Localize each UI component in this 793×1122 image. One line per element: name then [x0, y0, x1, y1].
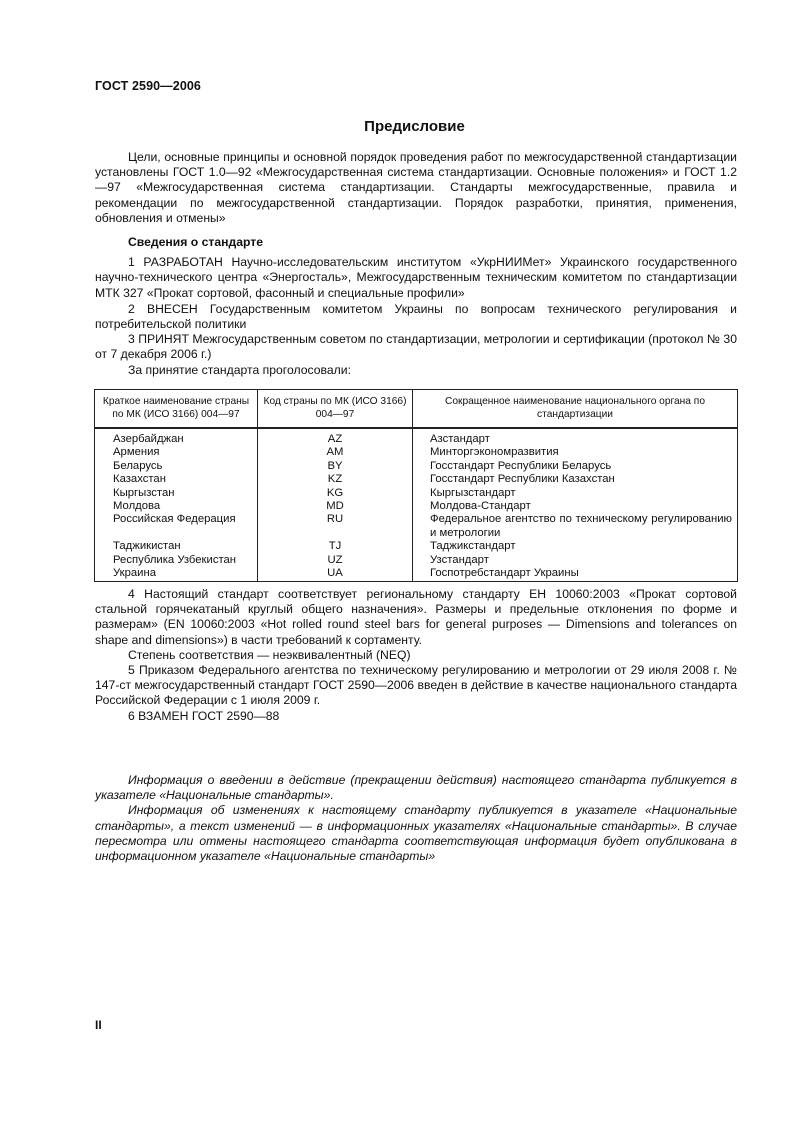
standards-body: Молдова-Стандарт	[413, 500, 738, 513]
note-paragraph: Информация об изменениях к настоящему стандарту публикуется в указателе «Национальные стандарты», а текст изменений — в информационных указателях «Национальные стандарты». В случае пересмотра или отмены настоящего стандарта соответствующая информация будет опубликована в информационном указателе «Национальные стандарты»	[95, 803, 737, 864]
standards-body: Федеральное агентство по техническому регулированию и метрологии	[413, 513, 738, 540]
info-item-5: 5 Приказом Федерального агентства по техническому регулированию и метрологии от 29 июля 2008 г. № 147-ст межгосударственный стандарт ГОСТ 2590—2006 введен в действие в качестве национального стандарта Российской Федерации с 1 июля 2009 г.	[95, 663, 737, 708]
table-row	[95, 554, 738, 567]
section-heading: Сведения о стандарте	[128, 235, 264, 249]
vote-intro: За принятие стандарта проголосовали:	[128, 362, 351, 377]
table-row	[95, 567, 738, 582]
table-header-row	[95, 390, 738, 429]
page-number: II	[95, 1018, 102, 1032]
country-code: KZ	[258, 473, 413, 486]
country-code: UA	[258, 567, 413, 582]
country-name: Кыргызстан	[95, 487, 258, 500]
note-paragraph: Информация о введении в действие (прекращении действия) настоящего стандарта публикуется в указателе «Национальные стандарты».	[95, 773, 737, 803]
standards-body: Азстандарт	[413, 428, 738, 446]
column-header-body: Сокращенное наименование национального органа по стандартизации	[413, 390, 738, 429]
intro-paragraph: Цели, основные принципы и основной порядок проведения работ по межгосударственной стандартизации установлены ГОСТ 1.0—92 «Межгосударственная система стандартизации. Основные положения» и ГОСТ 1.2—97 «Межгосударственная система стандартизации. Стандарты межгосударственные, правила и рекомендации по межгосударственной стандартизации. Порядок разработки, принятия, применения, обновления и отмены»	[95, 150, 737, 225]
country-name: Республика Узбекистан	[95, 554, 258, 567]
table-row	[95, 460, 738, 473]
country-name: Таджикистан	[95, 540, 258, 553]
country-code: AZ	[258, 428, 413, 446]
column-header-code: Код страны по МК (ИСО 3166) 004—97	[258, 390, 413, 429]
standards-body: Минторгэкономразвития	[413, 446, 738, 459]
standards-body: Узстандарт	[413, 554, 738, 567]
country-code: TJ	[258, 540, 413, 553]
table-row	[95, 500, 738, 513]
info-item-6: 6 ВЗАМЕН ГОСТ 2590—88	[128, 708, 280, 723]
country-name: Молдова	[95, 500, 258, 513]
country-code: RU	[258, 513, 413, 540]
country-name: Российская Федерация	[95, 513, 258, 540]
standards-body: Госпотребстандарт Украины	[413, 567, 738, 582]
country-name: Казахстан	[95, 473, 258, 486]
standards-body: Таджикстандарт	[413, 540, 738, 553]
document-code: ГОСТ 2590—2006	[95, 79, 201, 93]
country-code: AM	[258, 446, 413, 459]
table-row	[95, 473, 738, 486]
table-row	[95, 428, 738, 446]
country-code: UZ	[258, 554, 413, 567]
standards-body: Госстандарт Республики Казахстан	[413, 473, 738, 486]
conformity-degree: Степень соответствия — неэквивалентный (NEQ)	[128, 647, 411, 662]
standards-body: Госстандарт Республики Беларусь	[413, 460, 738, 473]
column-header-country: Краткое наименование страны по МК (ИСО 3166) 004—97	[95, 390, 258, 429]
post-table-section	[95, 587, 737, 724]
voting-table	[94, 389, 738, 582]
info-item-4: 4 Настоящий стандарт соответствует региональному стандарту ЕН 10060:2003 «Прокат сортовой стальной горячекатаный круглый общего назначения». Размеры и предельные отклонения по форме и размерам» (EN 10060:2003 «Hot rolled round steel bars for general purposes — Dimensions and tolerances on shape and dimensions») в части требований к сортаменту.	[95, 587, 737, 647]
country-name: Армения	[95, 446, 258, 459]
publication-notes	[95, 773, 737, 864]
country-name: Азербайджан	[95, 428, 258, 446]
intro-section	[95, 150, 737, 226]
country-code: KG	[258, 487, 413, 500]
country-name: Украина	[95, 567, 258, 582]
standard-info-section	[95, 235, 737, 378]
page-title: Предисловие	[364, 118, 465, 135]
info-item-2: 2 ВНЕСЕН Государственным комитетом Украины по вопросам технического регулирования и потребительской политики	[95, 301, 737, 332]
table-row	[95, 540, 738, 553]
info-item-1: 1 РАЗРАБОТАН Научно-исследовательским институтом «УкрНИИМет» Украинского государственного научно-технического центра «Энергосталь», Межгосударственным техническим комитетом по стандартизации МТК 327 «Прокат сортовой, фасонный и специальные профили»	[95, 255, 737, 300]
country-name: Беларусь	[95, 460, 258, 473]
table-row	[95, 446, 738, 459]
standards-body: Кыргызстандарт	[413, 487, 738, 500]
info-item-3: 3 ПРИНЯТ Межгосударственным советом по стандартизации, метрологии и сертификации (протокол № 30 от 7 декабря 2006 г.)	[95, 332, 737, 362]
table-row	[95, 513, 738, 540]
table-row	[95, 487, 738, 500]
country-code: MD	[258, 500, 413, 513]
country-code: BY	[258, 460, 413, 473]
